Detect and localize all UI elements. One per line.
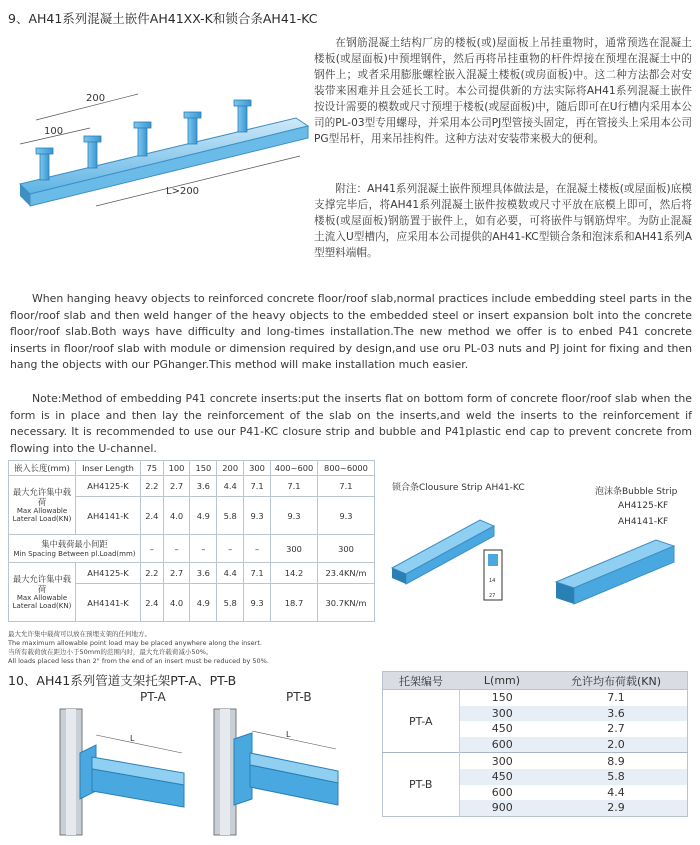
group-name-cell: PT-B: [383, 753, 460, 816]
spacing-label-cn: 集中载荷最小间距: [41, 539, 108, 549]
value-cell: 30.7KN/m: [318, 584, 375, 622]
bubble-strip-image: [548, 532, 690, 612]
bubble-model-1: AH4125-KF: [618, 501, 669, 511]
value-cell: 4.4: [217, 563, 244, 584]
value-cell: 7.1: [244, 563, 271, 584]
group1-label: [9, 476, 76, 535]
value-cell: 7.1: [318, 476, 375, 497]
group1-label-en: Max Allowable Lateral Load(KN): [12, 507, 72, 523]
length-cell: 600: [491, 738, 513, 752]
value-cell: 4.0: [163, 497, 190, 535]
value-cell: 300: [318, 535, 375, 563]
value-cell: 2.4: [141, 497, 164, 535]
header-cell: 800~6000: [318, 461, 375, 476]
pt-a-dim-L: L: [130, 734, 135, 743]
load-cell: 5.8: [607, 770, 625, 784]
anchor-cap: [234, 100, 251, 106]
length-cell: 300: [491, 706, 513, 720]
value-cell: –: [217, 535, 244, 563]
length-cell: 150: [491, 691, 513, 705]
header-cell: 嵌入长度(mm): [9, 461, 76, 476]
group2-label: [9, 563, 76, 622]
bubble-strip-label: 泡沫条Bubble Strip: [595, 487, 678, 497]
value-cell: 2.4: [141, 584, 164, 622]
load-cell: 3.6: [607, 706, 625, 720]
model-cell: AH4141-K: [76, 584, 141, 622]
load-cell: 7.1: [607, 691, 625, 705]
anchor: [238, 104, 247, 132]
table-header-row: [9, 461, 375, 476]
value-cell: –: [244, 535, 271, 563]
value-cell: –: [163, 535, 190, 563]
note-line: The maximum allowable point load may be placed anywhere along the insert.: [8, 639, 262, 647]
value-cell: 14.2: [271, 563, 318, 584]
dim-100: 100: [44, 126, 64, 137]
value-cell: 2.7: [163, 563, 190, 584]
section9-title: 9、AH41系列混凝土嵌件AH41XX-K和锁合条AH41-KC: [8, 11, 318, 26]
table-row: [9, 563, 375, 584]
value-cell: 4.9: [190, 497, 217, 535]
header-cell: 允许均布荷载(KN): [545, 672, 688, 690]
value-cell: –: [141, 535, 164, 563]
value-cell: 5.8: [217, 584, 244, 622]
value-cell: 9.3: [318, 497, 375, 535]
pt-b-bracket-image: [206, 705, 346, 841]
anchor: [88, 140, 97, 168]
table-row: [383, 753, 688, 769]
model-cell: AH4125-K: [76, 563, 141, 584]
note-line: All loads placed less than 2" from the end of an insert must be reduced by 50%.: [8, 657, 269, 665]
header-cell: 100: [163, 461, 190, 476]
load-cell: 2.0: [607, 738, 625, 752]
header-cell: 200: [217, 461, 244, 476]
model-cell: AH4141-K: [76, 497, 141, 535]
header-cell: Inser Length: [76, 461, 141, 476]
spacing-label: [9, 535, 141, 563]
value-cell: 2.7: [163, 476, 190, 497]
dim-length: L>200: [166, 186, 200, 197]
dim-200: 200: [86, 93, 106, 104]
value-cell: 9.3: [244, 497, 271, 535]
value-cell: 5.8: [217, 497, 244, 535]
table-notes: [8, 630, 368, 666]
group-name-cell: PT-A: [383, 690, 460, 753]
spacing-label-en: Min Spacing Between pl.Load(mm): [13, 550, 136, 558]
en-paragraph-1: When hanging heavy objects to reinforced concrete floor/roof slab,normal practices include embedding steel parts in the floor/roof slab and then weld hanger of the heavy objects to the embedded steel or insert expansion bolt into the concrete floor/roof slab.Both ways have difficulty and long-times installation.The new method we offer is to enbed P41 concrete inserts in floor/roof slab with module or dimension required by design,and use oru PL-03 nuts and PJ joint for fixing and then hang the objects with our PGhanger.This method will make installation much easier.: [10, 292, 692, 372]
table-row: [9, 535, 375, 563]
value-cell: 4.4: [217, 476, 244, 497]
cn-paragraph-1: 在钢筋混凝土结构厂房的楼板(或)屋面板上吊挂重物时，通常预选在混凝土楼板(或屋面板)中预埋钢件，然后再将吊挂重物的杆件焊接在预埋在混凝土中的钢件上；或者采用膨胀螺栓嵌入混凝土楼板(或房面板)中。这二种方法都会对安装带来困难并且会延长工时。本公司提供新的方法实际将AH41系列混凝土嵌件按设计需要的模数或尺寸预埋于楼板(或屋面板)中，随后即可在U行槽内采用本公司的PL-03型专用螺母，并采用本公司PJ型管接头固定，再在管接头上采用本公司PG型吊杆，用来吊挂构件。这种方法对安装带来极大的便利。: [314, 37, 692, 145]
value-cell: 2.2: [141, 476, 164, 497]
header-cell: 150: [190, 461, 217, 476]
value-cell: 3.6: [190, 563, 217, 584]
load-cell: 8.9: [545, 753, 688, 769]
pt-b-dim-L: L: [286, 730, 291, 739]
load-cell: 4.4: [607, 785, 625, 799]
header-cell: 300: [244, 461, 271, 476]
anchor-cap: [134, 122, 151, 128]
value-cell: 2.2: [141, 563, 164, 584]
value-cell: 7.1: [271, 476, 318, 497]
value-cell: 23.4KN/m: [318, 563, 375, 584]
en-paragraph-2: Note:Method of embedding P41 concrete inserts:put the inserts flat on bottom form of concrete floor/roof slab when the form is in place and then lay the reinforcement of the slab on the inserts,and weld the inserts to the reinforcement if necessary. It is recommended to use our P41-KC closure strip and bubble and P41plastic end cap to prevent concrete from flowing into the U-channel.: [10, 392, 692, 455]
anchor: [188, 116, 197, 144]
table-row: [9, 476, 375, 497]
closure-dim-b: 27: [489, 593, 496, 599]
group1-label-cn: 最大允许集中载荷: [12, 487, 72, 507]
length-cell: 600: [491, 785, 513, 799]
value-cell: 300: [271, 535, 318, 563]
header-cell: 400~600: [271, 461, 318, 476]
load-cell: 2.7: [607, 722, 625, 736]
value-cell: 18.7: [271, 584, 318, 622]
note-line: 最大允许集中载荷可以放在预埋支架的任何地方。: [8, 630, 151, 638]
anchor-cap: [184, 112, 201, 118]
closure-strip-label: 锁合条Clousure Strip AH41-KC: [392, 483, 525, 493]
header-cell: L(mm): [459, 672, 545, 690]
value-cell: 9.3: [244, 584, 271, 622]
pt-a-label: PT-A: [140, 690, 166, 704]
bracket-load-table: [382, 671, 688, 817]
length-cell: 900: [491, 801, 513, 815]
length-cell: 450: [491, 722, 513, 736]
note-line: 当所有载荷放在距边小于50mm的范围内时，最大允许载荷减小50%。: [8, 648, 213, 656]
insert-load-table: [8, 460, 375, 622]
load-cell: 2.9: [607, 801, 625, 815]
value-cell: 3.6: [190, 476, 217, 497]
value-cell: 9.3: [271, 497, 318, 535]
value-cell: 7.1: [244, 476, 271, 497]
header-cell: 75: [141, 461, 164, 476]
anchor: [40, 152, 49, 180]
closure-dim-a: 14: [489, 578, 496, 584]
pt-a-bracket-image: [52, 705, 192, 841]
section10-title: 10、AH41系列管道支架托架PT-A、PT-B: [8, 673, 237, 688]
anchor-cap: [36, 148, 53, 154]
anchor: [138, 126, 147, 156]
insert-diagram: [6, 34, 328, 224]
group2-label-cn: 最大允许集中载荷: [12, 574, 72, 594]
value-cell: 4.9: [190, 584, 217, 622]
model-cell: AH4125-K: [76, 476, 141, 497]
channel-body: [20, 118, 308, 194]
pt-b-label: PT-B: [286, 690, 312, 704]
value-cell: –: [190, 535, 217, 563]
anchor-cap: [84, 136, 101, 142]
length-cell: 450: [491, 770, 513, 784]
length-cell: 300: [459, 753, 545, 769]
closure-strip-image: [384, 500, 524, 610]
cn-paragraph-2: 附注：AH41系列混凝土嵌件预埋具体做法是，在混凝土楼板(或屋面板)底模支撑完毕后，将AH41系列混凝土嵌件按模数或尺寸平放在底模上即可，然后将楼板(或屋面板)钢筋置于嵌件上，如有必要，可将嵌件与钢筋焊牢。为防止混凝土流入U型槽内，应采用本公司提供的AH41-KC型锁合条和泡沫系和AH41系列A型塑料端帽。: [314, 183, 692, 259]
group2-label-en: Max Allowable Lateral Load(KN): [12, 594, 72, 610]
header-cell: 托架编号: [383, 672, 460, 690]
table-header-row: [383, 672, 688, 690]
value-cell: 4.0: [163, 584, 190, 622]
table-row: [383, 690, 688, 706]
bubble-model-2: AH4141-KF: [618, 517, 669, 527]
